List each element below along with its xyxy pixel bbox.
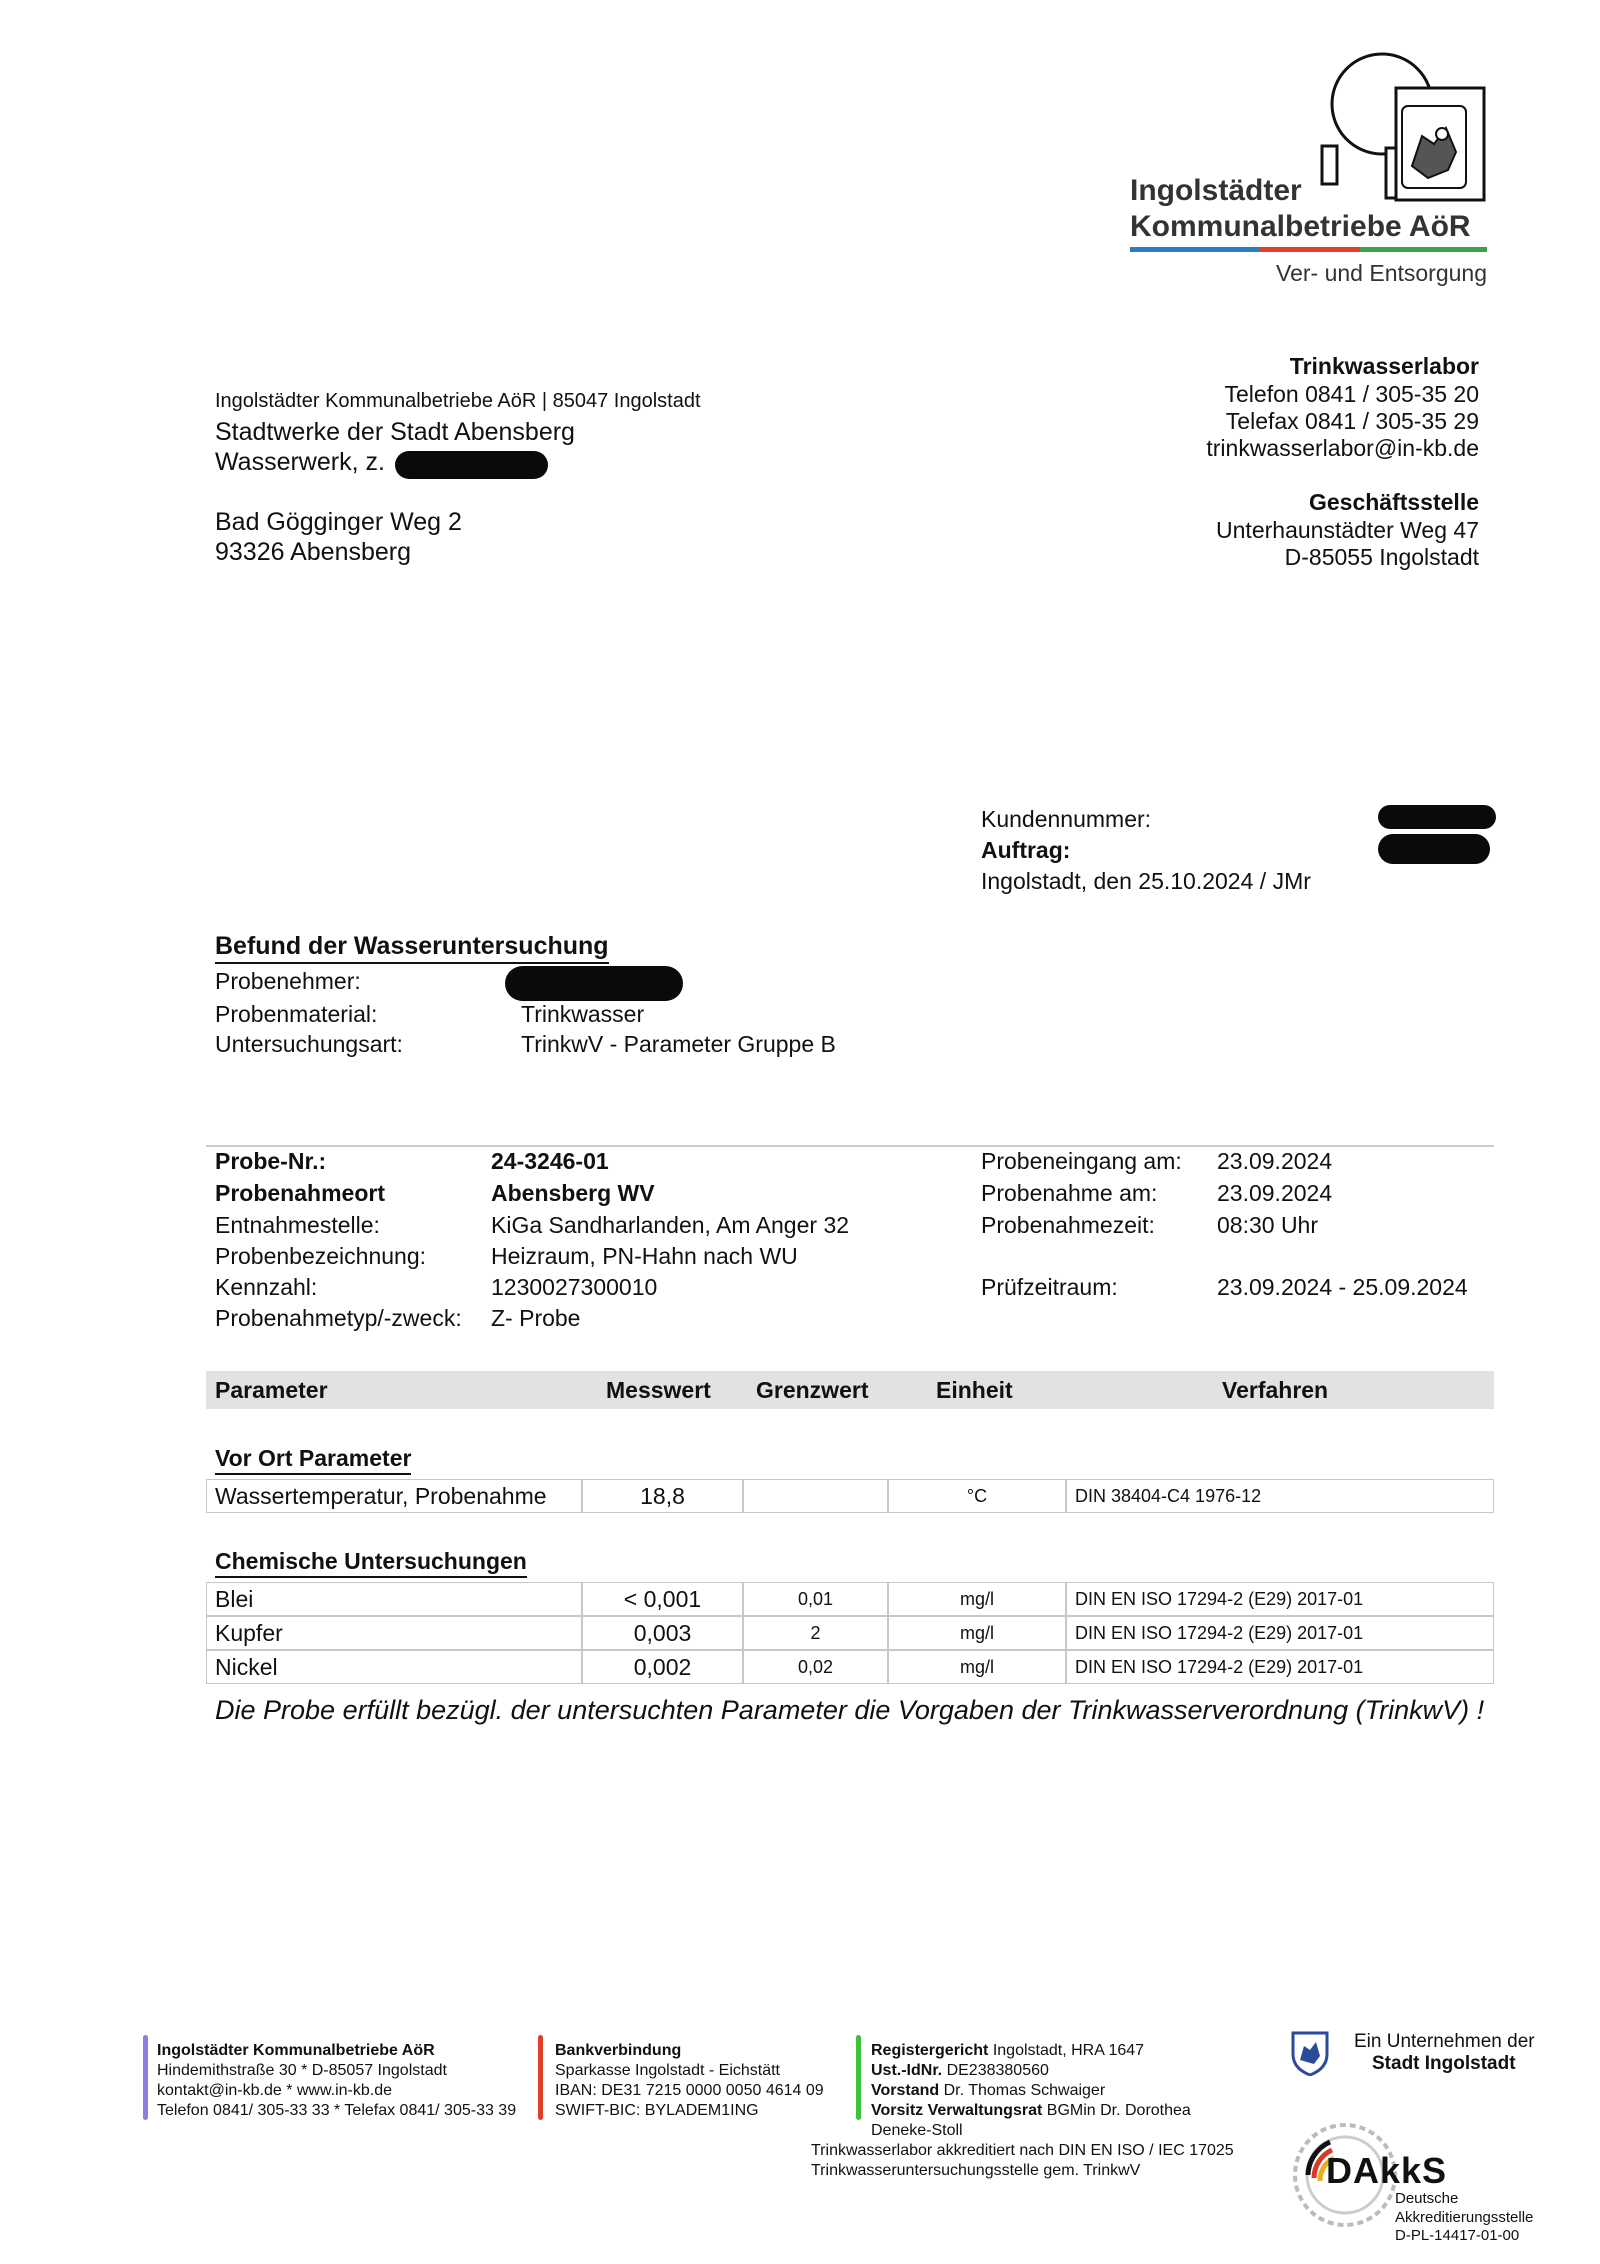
method-cell: DIN 38404-C4 1976-12 — [1066, 1479, 1494, 1513]
dakks-line-2: Akkreditierungsstelle — [1395, 2209, 1534, 2226]
dakks-line-3: D-PL-14417-01-00 — [1395, 2227, 1520, 2244]
footer-bar-purple — [143, 2035, 148, 2120]
arrival-value: 23.09.2024 — [1217, 1148, 1333, 1174]
customer-number-label: Kundennummer: — [981, 806, 1152, 832]
city-line-2: Stadt Ingolstadt — [1372, 2053, 1516, 2074]
sample-point-value: KiGa Sandharlanden, Am Anger 32 — [491, 1212, 850, 1238]
header-measured: Messwert — [606, 1377, 711, 1403]
footer-bank-line: Sparkasse Ingolstadt - Eichstätt — [555, 2062, 780, 2079]
office-city: D-85055 Ingolstadt — [1284, 544, 1479, 570]
sample-purpose-value: Z- Probe — [491, 1305, 581, 1331]
recipient-name: Stadtwerke der Stadt Abensberg — [215, 418, 575, 446]
redaction-mark — [1378, 834, 1490, 864]
measured-cell: 0,003 — [582, 1616, 743, 1650]
office-street: Unterhaunstädter Weg 47 — [1216, 517, 1479, 543]
sampling-time-label: Probenahmezeit: — [981, 1212, 1155, 1238]
logo-stripe-green — [1360, 247, 1487, 252]
unit-cell: mg/l — [888, 1616, 1066, 1650]
logo-stripe-blue — [1130, 247, 1260, 252]
logo-tagline: Ver- und Entsorgung — [1276, 260, 1487, 286]
test-period-label: Prüfzeitraum: — [981, 1274, 1118, 1300]
section-title: Vor Ort Parameter — [215, 1445, 411, 1475]
unit-cell: °C — [888, 1479, 1066, 1513]
logo-stripe-red — [1260, 247, 1360, 252]
measured-cell: < 0,001 — [582, 1582, 743, 1616]
material-value: Trinkwasser — [521, 1001, 645, 1027]
footer-bank-line: SWIFT-BIC: BYLADEM1ING — [555, 2102, 759, 2119]
sample-desc-value: Heizraum, PN-Hahn nach WU — [491, 1243, 798, 1269]
sample-desc-label: Probenbezeichnung: — [215, 1243, 426, 1269]
unit-cell: mg/l — [888, 1582, 1066, 1616]
sender-line: Ingolstädter Kommunalbetriebe AöR | 85047 Ingolstadt — [215, 390, 701, 412]
logo-emblem-icon — [1300, 48, 1490, 208]
recipient-attention: Wasserwerk, z. — [215, 448, 385, 476]
investigation-type-value: TrinkwV - Parameter Gruppe B — [521, 1031, 836, 1057]
sampling-time-value: 08:30 Uhr — [1217, 1212, 1319, 1238]
footer-chair-line: Vorsitz Verwaltungsrat BGMin Dr. Dorothea — [871, 2102, 1191, 2119]
material-label: Probenmaterial: — [215, 1001, 378, 1027]
header-unit: Einheit — [936, 1377, 1013, 1403]
method-cell: DIN EN ISO 17294-2 (E29) 2017-01 — [1066, 1650, 1494, 1684]
footer-bar-green — [856, 2035, 861, 2120]
footer-company-line: kontakt@in-kb.de * www.in-kb.de — [157, 2082, 393, 2099]
parameter-cell: Kupfer — [206, 1616, 582, 1650]
accreditation-line: Trinkwasserlabor akkreditiert nach DIN EN ISO / IEC 17025 — [811, 2142, 1234, 2159]
lab-phone: Telefon 0841 / 305-35 20 — [1224, 381, 1479, 407]
redaction-mark — [395, 451, 548, 479]
measured-cell: 0,002 — [582, 1650, 743, 1684]
city-line-1: Ein Unternehmen der — [1354, 2031, 1535, 2052]
footer-register-line: Registergericht Ingolstadt, HRA 1647 — [871, 2042, 1145, 2059]
limit-cell: 0,01 — [743, 1582, 888, 1616]
footer-board-line: Vorstand Dr. Thomas Schwaiger — [871, 2082, 1106, 2099]
recipient-city: 93326 Abensberg — [215, 538, 412, 566]
sample-site-value: Abensberg WV — [491, 1180, 655, 1206]
footer-company-title: Ingolstädter Kommunalbetriebe AöR — [157, 2042, 435, 2059]
footer-company-line: Telefon 0841/ 305-33 33 * Telefax 0841/ 305-33 39 — [157, 2102, 517, 2119]
header-method: Verfahren — [1222, 1377, 1329, 1403]
footer-vat-line: Ust.-IdNr. DE238380560 — [871, 2062, 1049, 2079]
limit-cell: 2 — [743, 1616, 888, 1650]
sampling-date-value: 23.09.2024 — [1217, 1180, 1333, 1206]
footer-company-line: Hindemithstraße 30 * D-85057 Ingolstadt — [157, 2062, 447, 2079]
sampling-date-label: Probenahme am: — [981, 1180, 1158, 1206]
sample-code-label: Kennzahl: — [215, 1274, 318, 1300]
date-line: Ingolstadt, den 25.10.2024 / JMr — [981, 868, 1311, 894]
dakks-name: DAkkS — [1326, 2150, 1448, 2191]
method-cell: DIN EN ISO 17294-2 (E29) 2017-01 — [1066, 1616, 1494, 1650]
redaction-mark — [1378, 805, 1496, 829]
method-cell: DIN EN ISO 17294-2 (E29) 2017-01 — [1066, 1582, 1494, 1616]
report-title: Befund der Wasseruntersuchung — [215, 932, 609, 964]
footer-chair-line-2: Deneke-Stoll — [871, 2122, 963, 2139]
limit-cell — [743, 1479, 888, 1513]
conclusion-text: Die Probe erfüllt bezügl. der untersuchten Parameter die Vorgaben der Trinkwasserverordnung (TrinkwV) ! — [215, 1695, 1485, 1725]
city-coat-of-arms-icon — [1290, 2030, 1330, 2076]
header-limit: Grenzwert — [756, 1377, 869, 1403]
accreditation-line: Trinkwasseruntersuchungsstelle gem. TrinkwV — [811, 2162, 1141, 2179]
sampler-label: Probenehmer: — [215, 968, 361, 994]
sample-nr-value: 24-3246-01 — [491, 1148, 609, 1174]
divider-line — [206, 1145, 1494, 1147]
footer-bank-title: Bankverbindung — [555, 2042, 682, 2059]
footer-bar-red — [538, 2035, 543, 2120]
lab-heading: Trinkwasserlabor — [1289, 353, 1479, 379]
logo-line-2: Kommunalbetriebe AöR — [1130, 210, 1471, 243]
parameter-cell: Nickel — [206, 1650, 582, 1684]
lab-email: trinkwasserlabor@in-kb.de — [1206, 435, 1479, 461]
redaction-mark — [505, 966, 683, 1001]
order-label: Auftrag: — [981, 837, 1071, 863]
sample-purpose-label: Probenahmetyp/-zweck: — [215, 1305, 462, 1331]
header-parameter: Parameter — [215, 1377, 328, 1403]
dakks-line-1: Deutsche — [1395, 2190, 1459, 2207]
sample-point-label: Entnahmestelle: — [215, 1212, 380, 1238]
sample-code-value: 1230027300010 — [491, 1274, 658, 1300]
arrival-label: Probeneingang am: — [981, 1148, 1182, 1174]
unit-cell: mg/l — [888, 1650, 1066, 1684]
section-title: Chemische Untersuchungen — [215, 1548, 527, 1578]
measured-cell: 18,8 — [582, 1479, 743, 1513]
logo-line-1: Ingolstädter — [1130, 174, 1302, 207]
footer-bank-line: IBAN: DE31 7215 0000 0050 4614 09 — [555, 2082, 824, 2099]
limit-cell: 0,02 — [743, 1650, 888, 1684]
parameter-cell: Blei — [206, 1582, 582, 1616]
office-heading: Geschäftsstelle — [1308, 489, 1479, 515]
sample-nr-label: Probe-Nr.: — [215, 1148, 327, 1174]
recipient-street: Bad Gögginger Weg 2 — [215, 508, 462, 536]
lab-fax: Telefax 0841 / 305-35 29 — [1225, 408, 1479, 434]
investigation-type-label: Untersuchungsart: — [215, 1031, 403, 1057]
test-period-value: 23.09.2024 - 25.09.2024 — [1217, 1274, 1468, 1300]
sample-site-label: Probenahmeort — [215, 1180, 385, 1206]
parameter-cell: Wassertemperatur, Probenahme — [206, 1479, 582, 1513]
